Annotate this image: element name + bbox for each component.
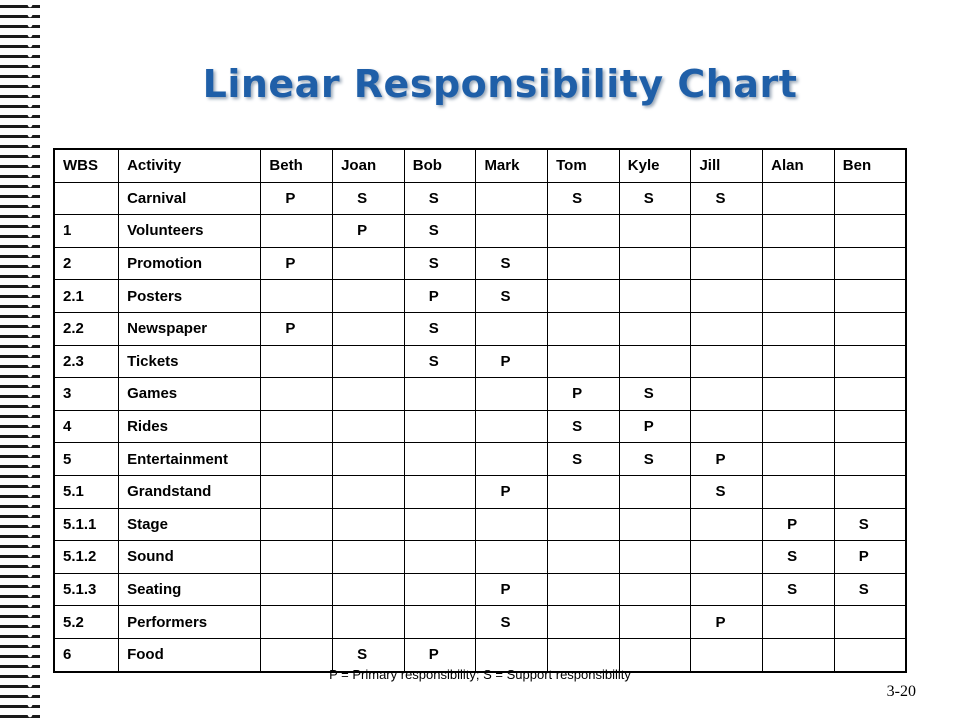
responsibility-cell: [404, 443, 476, 476]
responsibility-cell: [691, 312, 763, 345]
table-row: [54, 443, 906, 476]
responsibility-cell: S: [333, 638, 405, 671]
responsibility-cell: P: [691, 443, 763, 476]
responsibility-cell: [619, 312, 691, 345]
responsibility-cell: [548, 215, 620, 248]
responsibility-cell: P: [333, 215, 405, 248]
wbs-cell: [54, 182, 119, 215]
responsibility-cell: [619, 573, 691, 606]
table-row: [54, 182, 906, 215]
responsibility-cell: S: [404, 215, 476, 248]
responsibility-cell: P: [261, 182, 333, 215]
responsibility-cell: [763, 475, 835, 508]
responsibility-cell: [691, 280, 763, 313]
responsibility-cell: [476, 215, 548, 248]
responsibility-cell: S: [404, 345, 476, 378]
responsibility-cell: P: [691, 606, 763, 639]
responsibility-cell: [261, 475, 333, 508]
responsibility-cell: S: [691, 182, 763, 215]
responsibility-cell: P: [404, 638, 476, 671]
column-header: Activity: [119, 149, 261, 182]
wbs-cell: 2.3: [54, 345, 119, 378]
responsibility-cell: [333, 573, 405, 606]
responsibility-cell: [261, 443, 333, 476]
responsibility-cell: P: [834, 541, 906, 574]
responsibility-cell: P: [261, 247, 333, 280]
activity-cell: Posters: [119, 280, 261, 313]
responsibility-cell: [763, 182, 835, 215]
responsibility-cell: [333, 410, 405, 443]
responsibility-cell: [261, 215, 333, 248]
responsibility-cell: [691, 247, 763, 280]
responsibility-cell: P: [476, 475, 548, 508]
responsibility-cell: [834, 182, 906, 215]
responsibility-cell: [619, 475, 691, 508]
responsibility-cell: [261, 345, 333, 378]
responsibility-cell: [763, 312, 835, 345]
column-header: Jill: [691, 149, 763, 182]
column-header: WBS: [54, 149, 119, 182]
responsibility-cell: S: [476, 247, 548, 280]
responsibility-cell: [548, 541, 620, 574]
responsibility-cell: [763, 410, 835, 443]
responsibility-cell: [333, 606, 405, 639]
responsibility-cell: S: [548, 410, 620, 443]
slide-number: 3-20: [886, 683, 916, 700]
activity-cell: Carnival: [119, 182, 261, 215]
responsibility-cell: [476, 541, 548, 574]
wbs-cell: 5.1.2: [54, 541, 119, 574]
column-header: Beth: [261, 149, 333, 182]
responsibility-cell: P: [619, 410, 691, 443]
table-row: [54, 280, 906, 313]
responsibility-cell: P: [476, 345, 548, 378]
responsibility-cell: S: [834, 508, 906, 541]
responsibility-cell: [261, 573, 333, 606]
responsibility-cell: S: [619, 378, 691, 411]
table-body: [54, 182, 906, 671]
column-header: Kyle: [619, 149, 691, 182]
responsibility-cell: [763, 247, 835, 280]
responsibility-cell: S: [619, 182, 691, 215]
activity-cell: Promotion: [119, 247, 261, 280]
responsibility-cell: [763, 215, 835, 248]
table-row: [54, 573, 906, 606]
table-row: [54, 410, 906, 443]
responsibility-cell: [619, 606, 691, 639]
responsibility-cell: [404, 508, 476, 541]
table-row: [54, 606, 906, 639]
responsibility-cell: S: [476, 606, 548, 639]
responsibility-cell: [763, 280, 835, 313]
responsibility-cell: [333, 443, 405, 476]
responsibility-cell: [476, 312, 548, 345]
wbs-cell: 5.2: [54, 606, 119, 639]
responsibility-cell: [261, 378, 333, 411]
slide-title: Linear Responsibility Chart: [202, 62, 798, 106]
responsibility-cell: [333, 312, 405, 345]
header-row: [54, 149, 906, 182]
wbs-cell: 5: [54, 443, 119, 476]
table-row: [54, 378, 906, 411]
responsibility-cell: [834, 247, 906, 280]
responsibility-cell: [691, 345, 763, 378]
responsibility-cell: S: [404, 182, 476, 215]
wbs-cell: 2.1: [54, 280, 119, 313]
activity-cell: Seating: [119, 573, 261, 606]
responsibility-cell: [261, 280, 333, 313]
responsibility-cell: S: [333, 182, 405, 215]
activity-cell: Food: [119, 638, 261, 671]
responsibility-cell: [691, 378, 763, 411]
responsibility-cell: P: [404, 280, 476, 313]
responsibility-cell: [763, 443, 835, 476]
wbs-cell: 2: [54, 247, 119, 280]
wbs-cell: 4: [54, 410, 119, 443]
activity-cell: Grandstand: [119, 475, 261, 508]
responsibility-cell: [548, 606, 620, 639]
responsibility-cell: S: [763, 573, 835, 606]
responsibility-cell: S: [548, 182, 620, 215]
responsibility-cell: [333, 345, 405, 378]
responsibility-cell: [834, 345, 906, 378]
activity-cell: Stage: [119, 508, 261, 541]
activity-cell: Games: [119, 378, 261, 411]
wbs-cell: 6: [54, 638, 119, 671]
responsibility-cell: [834, 475, 906, 508]
responsibility-cell: P: [548, 378, 620, 411]
activity-cell: Performers: [119, 606, 261, 639]
table-row: [54, 508, 906, 541]
table-header: [54, 149, 906, 182]
responsibility-cell: S: [691, 475, 763, 508]
responsibility-cell: [619, 247, 691, 280]
responsibility-cell: [691, 508, 763, 541]
wbs-cell: 2.2: [54, 312, 119, 345]
responsibility-cell: [763, 606, 835, 639]
wbs-cell: 3: [54, 378, 119, 411]
column-header: Ben: [834, 149, 906, 182]
responsibility-cell: [763, 345, 835, 378]
responsibility-cell: [261, 410, 333, 443]
wbs-cell: 5.1.1: [54, 508, 119, 541]
column-header: Joan: [333, 149, 405, 182]
responsibility-cell: [333, 475, 405, 508]
responsibility-cell: [333, 280, 405, 313]
activity-cell: Sound: [119, 541, 261, 574]
column-header: Mark: [476, 149, 548, 182]
responsibility-cell: [548, 312, 620, 345]
responsibility-cell: [404, 541, 476, 574]
responsibility-cell: [619, 508, 691, 541]
responsibility-cell: [333, 541, 405, 574]
responsibility-cell: [619, 541, 691, 574]
responsibility-cell: [619, 345, 691, 378]
responsibility-cell: [261, 541, 333, 574]
column-header: Alan: [763, 149, 835, 182]
responsibility-cell: [548, 475, 620, 508]
table-row: [54, 541, 906, 574]
responsibility-cell: [548, 573, 620, 606]
responsibility-cell: [261, 508, 333, 541]
responsibility-cell: [476, 182, 548, 215]
responsibility-cell: [333, 247, 405, 280]
activity-cell: Entertainment: [119, 443, 261, 476]
responsibility-cell: [404, 410, 476, 443]
responsibility-cell: [476, 410, 548, 443]
table-row: [54, 475, 906, 508]
activity-cell: Volunteers: [119, 215, 261, 248]
responsibility-cell: [476, 443, 548, 476]
responsibility-cell: [404, 606, 476, 639]
responsibility-cell: [834, 312, 906, 345]
wbs-cell: 5.1: [54, 475, 119, 508]
responsibility-cell: [404, 573, 476, 606]
responsibility-cell: [619, 215, 691, 248]
responsibility-cell: [691, 573, 763, 606]
activity-cell: Newspaper: [119, 312, 261, 345]
legend-text: P = Primary responsibility; S = Support responsibility: [329, 667, 631, 682]
responsibility-cell: [834, 378, 906, 411]
responsibility-cell: [333, 378, 405, 411]
responsibility-cell: [834, 443, 906, 476]
responsibility-cell: P: [763, 508, 835, 541]
responsibility-cell: [691, 215, 763, 248]
responsibility-cell: [404, 475, 476, 508]
responsibility-cell: S: [619, 443, 691, 476]
responsibility-cell: [476, 378, 548, 411]
table-row: [54, 312, 906, 345]
wbs-cell: 1: [54, 215, 119, 248]
wbs-cell: 5.1.3: [54, 573, 119, 606]
table-row: [54, 345, 906, 378]
responsibility-cell: [691, 410, 763, 443]
responsibility-cell: P: [261, 312, 333, 345]
responsibility-cell: [333, 508, 405, 541]
responsibility-cell: [834, 215, 906, 248]
responsibility-cell: S: [548, 443, 620, 476]
responsibility-cell: S: [476, 280, 548, 313]
table-row: [54, 215, 906, 248]
activity-cell: Tickets: [119, 345, 261, 378]
responsibility-cell: S: [834, 573, 906, 606]
column-header: Bob: [404, 149, 476, 182]
responsibility-table: [53, 148, 907, 673]
responsibility-cell: S: [763, 541, 835, 574]
responsibility-cell: P: [476, 573, 548, 606]
responsibility-cell: [834, 606, 906, 639]
column-header: Tom: [548, 149, 620, 182]
responsibility-cell: S: [404, 247, 476, 280]
responsibility-cell: [691, 541, 763, 574]
responsibility-cell: [834, 410, 906, 443]
table-row: [54, 247, 906, 280]
responsibility-cell: [619, 280, 691, 313]
activity-cell: Rides: [119, 410, 261, 443]
spiral-binding: [0, 0, 40, 720]
responsibility-cell: [476, 508, 548, 541]
responsibility-cell: [548, 345, 620, 378]
responsibility-cell: [404, 378, 476, 411]
responsibility-cell: [261, 606, 333, 639]
responsibility-cell: [763, 378, 835, 411]
responsibility-cell: [548, 280, 620, 313]
responsibility-cell: [548, 508, 620, 541]
responsibility-cell: [834, 280, 906, 313]
responsibility-cell: S: [404, 312, 476, 345]
responsibility-cell: [548, 247, 620, 280]
